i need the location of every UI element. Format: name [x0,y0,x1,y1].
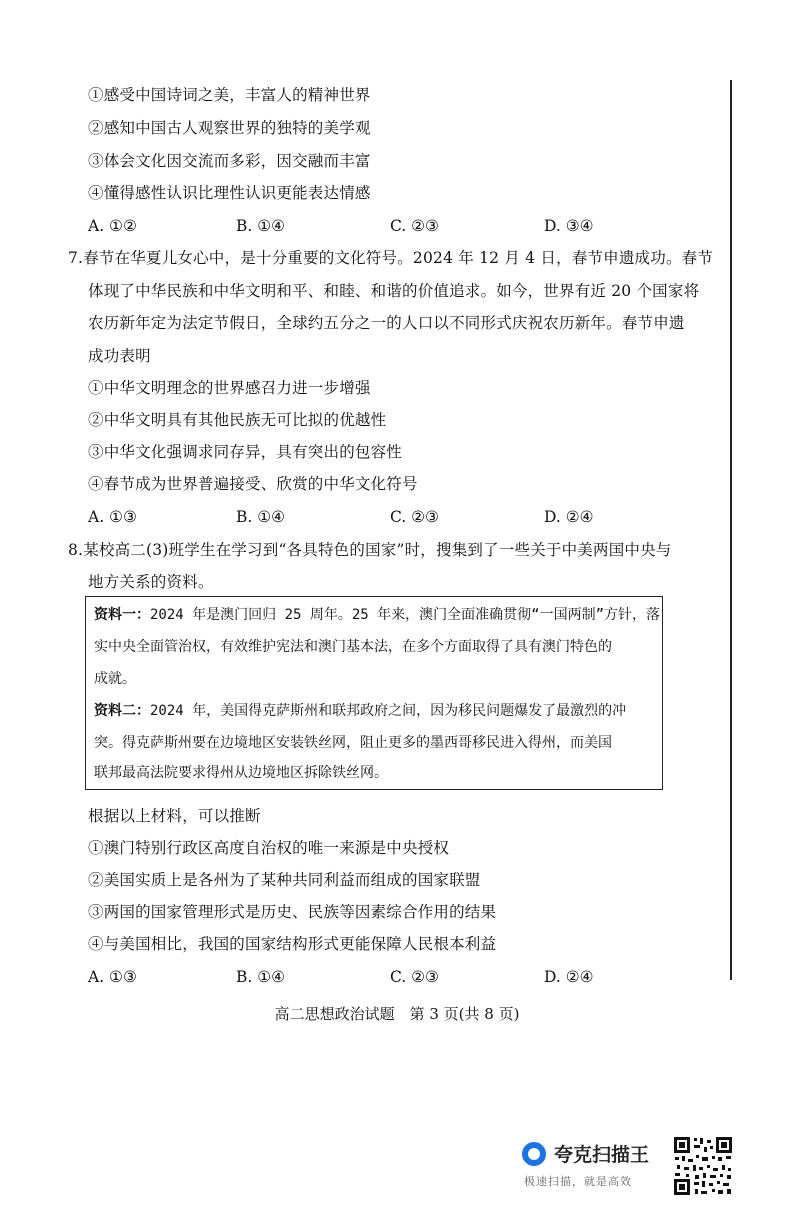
brand-name: 夸克扫描王 [554,1144,650,1166]
material-1-line-2: 实中央全面管治权，有效维护宪法和澳门基本法，在多个方面取得了具有澳门特色的 [94,639,612,655]
q7-stem-4: 成功表明 [88,347,151,365]
q7-item-3: ③中华文化强调求同存异，具有突出的包容性 [88,443,403,461]
q6-option-a[interactable]: A. ①② [88,217,137,235]
margin-rule [730,80,732,980]
q7-stem-1: 7.春节在华夏儿女心中，是十分重要的文化符号。2024 年 12 月 4 日，春节申遗成功。春节 [68,249,714,267]
material-2-line-1: 资料二：2024 年，美国得克萨斯州和联邦政府之间，因为移民问题爆发了最激烈的冲 [94,703,627,719]
q6-item-4: ④懂得感性认识比理性认识更能表达情感 [88,184,371,202]
q6-option-c[interactable]: C. ②③ [390,217,439,235]
q7-stem-3: 农历新年定为法定节假日，全球约五分之一的人口以不同形式庆祝农历新年。春节申遗 [88,314,685,332]
qr-code-icon [672,1135,734,1197]
q8-option-b[interactable]: B. ①④ [236,968,286,986]
material-box [85,596,663,790]
q8-item-3: ③两国的国家管理形式是历史、民族等因素综合作用的结果 [88,903,497,921]
q7-item-2: ②中华文明具有其他民族无可比拟的优越性 [88,411,387,429]
material-1-line-1: 资料一：2024 年是澳门回归 25 周年。25 年来，澳门全面准确贯彻“一国两制”方针，落 [94,607,661,623]
q8-option-a[interactable]: A. ①③ [88,968,137,986]
material-2-line-3: 联邦最高法院要求得州从边境地区拆除铁丝网。 [94,765,388,781]
q6-option-b[interactable]: B. ①④ [236,217,286,235]
q7-option-d[interactable]: D. ②④ [544,508,594,526]
material-2-label: 资料二： [94,703,150,719]
q7-option-a[interactable]: A. ①③ [88,508,137,526]
q8-option-d[interactable]: D. ②④ [544,968,594,986]
q6-item-1: ①感受中国诗词之美，丰富人的精神世界 [88,86,371,104]
material-2-line-2: 突。得克萨斯州要在边境地区安装铁丝网，阻止更多的墨西哥移民进入得州，而美国 [94,735,612,751]
material-1-line-3: 成就。 [94,671,136,687]
q8-item-1: ①澳门特别行政区高度自治权的唯一来源是中央授权 [88,839,450,857]
q8-stem-1: 8.某校高二(3)班学生在学习到“各具特色的国家”时，搜集到了一些关于中美两国中央与 [68,541,672,559]
q7-item-4: ④春节成为世界普遍接受、欣赏的中华文化符号 [88,475,418,493]
q6-item-3: ③体会文化因交流而多彩，因交融而丰富 [88,152,371,170]
q8-option-c[interactable]: C. ②③ [390,968,439,986]
q8-item-4: ④与美国相比，我国的国家结构形式更能保障人民根本利益 [88,935,497,953]
q6-option-d[interactable]: D. ③④ [544,217,594,235]
q8-stem-2: 地方关系的资料。 [88,573,214,591]
brand-slogan: 极速扫描，就是高效 [524,1175,632,1188]
page-footer: 高二思想政治试题 第 3 页(共 8 页) [274,1005,520,1023]
q8-item-2: ②美国实质上是各州为了某种共同利益而组成的国家联盟 [88,871,481,889]
q6-item-2: ②感知中国古人观察世界的独特的美学观 [88,119,371,137]
q7-item-1: ①中华文明理念的世界感召力进一步增强 [88,379,371,397]
quark-logo-icon [522,1142,546,1166]
material-1-label: 资料一： [94,607,150,623]
q7-stem-2: 体现了中华民族和中华文明和平、和睦、和谐的价值追求。如今，世界有近 20 个国家将 [88,282,700,300]
q7-option-b[interactable]: B. ①④ [236,508,286,526]
q7-option-c[interactable]: C. ②③ [390,508,439,526]
scanner-brand [522,1138,672,1188]
q8-prompt: 根据以上材料，可以推断 [88,807,261,825]
